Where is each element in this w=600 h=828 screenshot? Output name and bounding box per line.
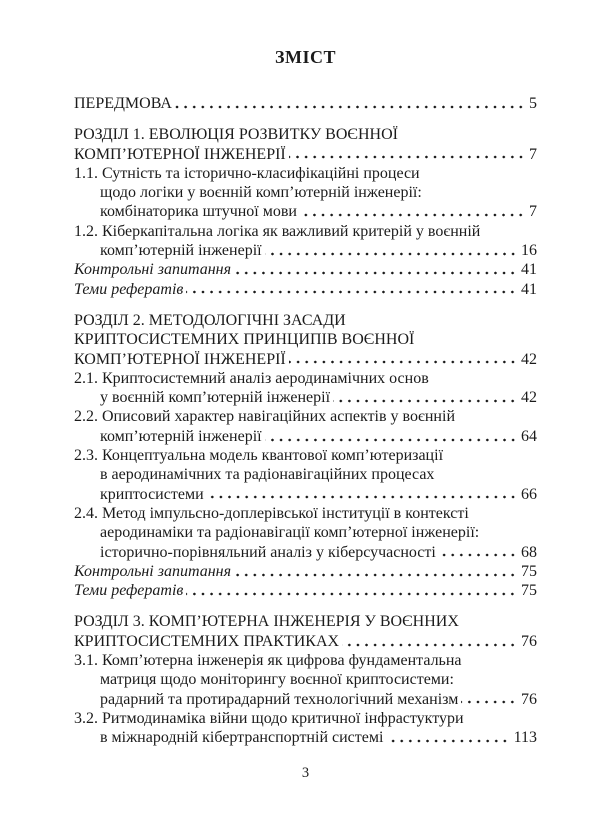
toc-entry-text: 3.1. Комп’ютерна інженерія як цифрова фундаментальна: [74, 652, 462, 670]
toc-entry-line: [74, 280, 537, 299]
toc-entry-line: [74, 407, 537, 426]
toc-entry-text: КРИПТОСИСТЕМНИХ ПРИНЦИПІВ ВОЄННОЇ: [74, 331, 415, 349]
toc-entry-text: Теми рефератів: [74, 582, 184, 600]
dot-leader: [300, 202, 525, 221]
toc-entry-line: [74, 202, 537, 221]
toc-entry: [74, 260, 537, 279]
dot-leader: [234, 260, 517, 279]
toc-page-ref: 68: [521, 543, 537, 561]
toc-entry-line: [74, 164, 537, 183]
dot-leader: [342, 632, 517, 651]
toc-entry-text: 2.2. Описовий характер навігаційних аспектів у воєнній: [74, 408, 455, 426]
dot-leader: [386, 728, 509, 747]
toc-entry: [74, 164, 537, 222]
toc-entry-line: [74, 612, 537, 631]
toc-entry-line: [74, 145, 537, 164]
toc-entry-text: історично-порівняльний аналіз у кіберсучасності: [100, 543, 436, 561]
toc-entry-text: РОЗДІЛ 1. ЕВОЛЮЦІЯ РОЗВИТКУ ВОЄННОЇ: [74, 126, 398, 144]
toc-entry-line: [74, 260, 537, 279]
toc-page-ref: 42: [521, 350, 537, 368]
toc-entry-line: [74, 369, 537, 388]
toc-entry-line: [74, 581, 537, 600]
toc-entry-text: КОМП’ЮТЕРНОЇ ІНЖЕНЕРІЇ: [74, 145, 286, 163]
toc-entry-text: Теми рефератів: [74, 280, 184, 298]
toc-entry-line: [74, 465, 537, 484]
toc-entry-text: РОЗДІЛ 2. МЕТОДОЛОГІЧНІ ЗАСАДИ: [74, 311, 346, 329]
toc-entry: [74, 280, 537, 299]
toc-entry-text: ПЕРЕДМОВА: [74, 95, 172, 112]
toc-entry-line: [74, 709, 537, 728]
toc-entry: [74, 125, 537, 164]
toc-entry: [74, 369, 537, 408]
toc-page-ref: 16: [521, 242, 537, 260]
toc-page-ref: 41: [521, 261, 537, 279]
toc-page-ref: 41: [521, 280, 537, 298]
toc-page-ref: 66: [521, 485, 537, 503]
toc-entry-text: 2.1. Криптосистемний аналіз аеродинамічних основ: [74, 369, 429, 387]
toc-entry-line: [74, 125, 537, 144]
toc-entry-text: в міжнародній кібертранспортній системі: [100, 729, 384, 747]
toc-entry-line: [74, 311, 537, 330]
toc-entry-text: у воєнній комп’ютерній інженерії: [100, 389, 331, 407]
toc-entry-text: в аеродинамічних та радіонавігаційних процесах: [100, 466, 435, 484]
toc-entry-text: Контрольні запитання: [74, 261, 232, 279]
toc-entry: [74, 504, 537, 562]
toc-entry-text: 1.1. Сутність та історично-класифікаційні процеси: [74, 164, 420, 182]
toc-entry-text: щодо логіки у воєнній комп’ютерній інженерії:: [100, 184, 422, 202]
dot-leader: [461, 690, 517, 709]
toc-entry: [74, 94, 537, 113]
toc-entry-line: [74, 670, 537, 689]
dot-leader: [439, 543, 517, 562]
toc-entry-text: 1.2. Кіберкапітальна логіка як важливий критерій у воєнній: [74, 222, 481, 240]
toc-entry-text: Контрольні запитання: [74, 562, 232, 580]
toc-page-ref: 75: [521, 562, 537, 580]
toc-entry-line: [74, 690, 537, 709]
toc-page-ref: 76: [521, 632, 537, 650]
toc-entry-line: [74, 330, 537, 349]
toc-entry-line: [74, 523, 537, 542]
toc-page-ref: 5: [529, 95, 537, 112]
dot-leader: [186, 280, 517, 299]
dot-leader: [289, 350, 517, 369]
toc-entries: [74, 94, 537, 748]
toc-entry-line: [74, 651, 537, 670]
toc-entry: [74, 651, 537, 709]
toc-entry-text: радарний та протирадарний технологічний механізм: [100, 690, 459, 708]
dot-leader: [333, 388, 517, 407]
toc-entry: [74, 222, 537, 261]
toc-page-ref: 75: [521, 582, 537, 600]
toc-entry-text: РОЗДІЛ 3. КОМП’ЮТЕРНА ІНЖЕНЕРІЯ У ВОЄННИХ: [74, 613, 459, 631]
toc-entry-text: КРИПТОСИСТЕМНИХ ПРАКТИКАХ: [74, 632, 340, 650]
toc-entry: [74, 581, 537, 600]
toc-entry-text: 2.4. Метод імпульсно-доплерівської інституції в контексті: [74, 504, 469, 522]
toc-entry-line: [74, 728, 537, 747]
toc-title: ЗМІСТ: [275, 47, 336, 67]
toc-entry-text: комп’ютерній інженерії: [100, 242, 262, 260]
dot-leader: [289, 145, 525, 164]
dot-leader: [207, 485, 517, 504]
toc-entry-line: [74, 388, 537, 407]
toc-entry: [74, 709, 537, 748]
toc-entry-line: [74, 427, 537, 446]
toc-entry: [74, 446, 537, 504]
toc-entry-text: криптосистеми: [100, 485, 204, 503]
toc-page-ref: 42: [521, 389, 537, 407]
toc-entry-line: [74, 183, 537, 202]
toc-entry-line: [74, 543, 537, 562]
dot-leader: [234, 562, 517, 581]
page-number: 3: [301, 764, 310, 781]
toc-entry: [74, 407, 537, 446]
toc-entry-text: аеродинаміки та радіонавігації комп’ютерної інженерії:: [100, 524, 480, 542]
toc-page-ref: 113: [513, 729, 537, 747]
toc-entry-text: комбінаторика штучної мови: [100, 203, 297, 221]
toc-entry-text: 2.3. Концептуальна модель квантової комп’ютеризації: [74, 447, 444, 465]
toc-entry: [74, 562, 537, 581]
toc-entry-text: КОМП’ЮТЕРНОЇ ІНЖЕНЕРІЇ: [74, 350, 286, 368]
toc-entry-text: матриця щодо моніторингу воєнної криптосистеми:: [100, 671, 454, 689]
dot-leader: [175, 94, 525, 113]
toc-page-ref: 7: [529, 145, 537, 163]
toc-entry: [74, 612, 537, 651]
dot-leader: [265, 427, 517, 446]
toc-page-ref: 7: [529, 203, 537, 221]
toc-entry-line: [74, 241, 537, 260]
dot-leader: [186, 581, 517, 600]
toc-entry-text: 3.2. Ритмодинаміка війни щодо критичної інфрастуктури: [74, 709, 464, 727]
toc-entry: [74, 311, 537, 369]
toc-entry-line: [74, 632, 537, 651]
toc-entry-line: [74, 446, 537, 465]
toc-entry-line: [74, 562, 537, 581]
dot-leader: [265, 241, 517, 260]
toc-entry-line: [74, 504, 537, 523]
toc-entry-text: комп’ютерній інженерії: [100, 427, 262, 445]
toc-entry-line: [74, 94, 537, 113]
toc-entry-line: [74, 485, 537, 504]
toc-page-ref: 76: [521, 690, 537, 708]
toc-page-ref: 64: [521, 427, 537, 445]
toc-entry-line: [74, 222, 537, 241]
toc-entry-line: [74, 350, 537, 369]
